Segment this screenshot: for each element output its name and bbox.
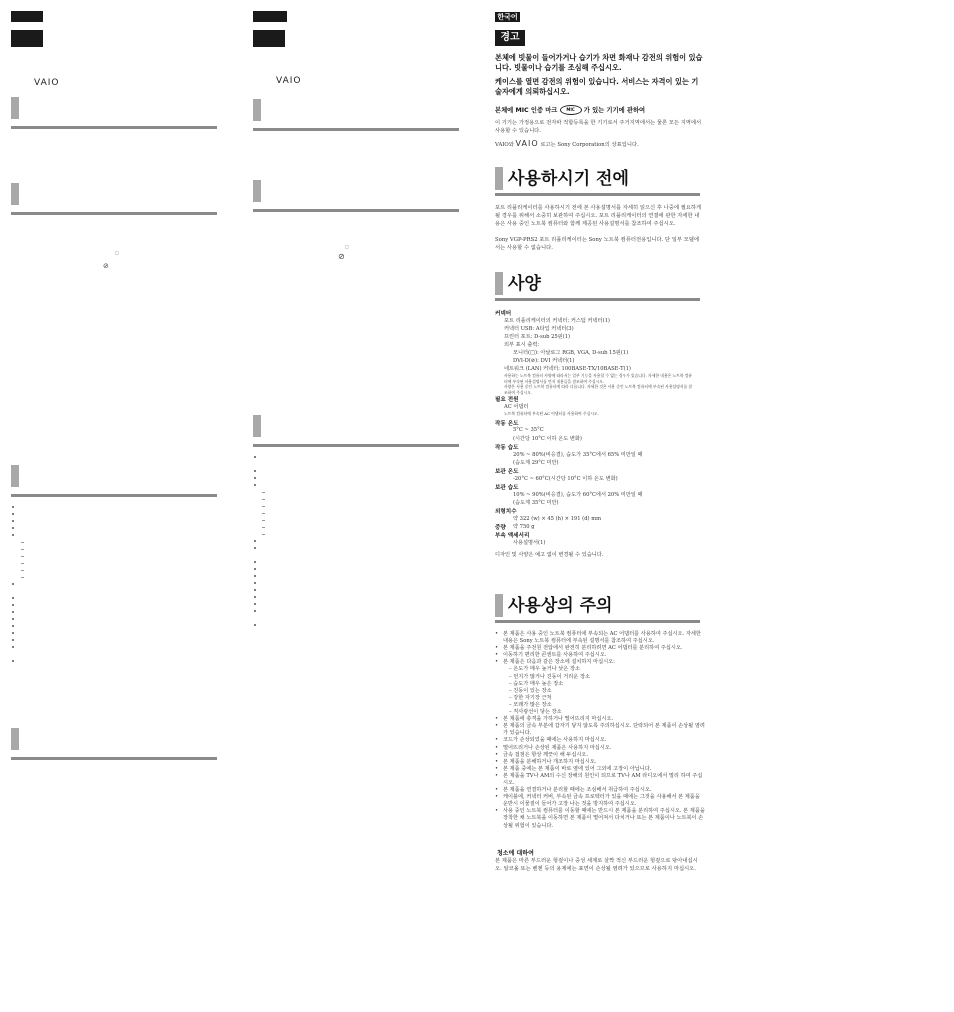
left-bullet-mark	[12, 534, 14, 536]
left-heading-bar-4	[11, 728, 19, 750]
middle-tab-large	[253, 30, 285, 47]
warning-text-1: 본체에 빗물이 들어가거나 습기가 차면 화재나 감전의 위험이 있습니다. 빗물이나 습기를 조심해 주십시오.	[495, 53, 703, 72]
spec-label-connector: 커넥터	[495, 311, 512, 317]
section-title: 사용상의 주의	[508, 596, 613, 616]
left-bullet-mark	[12, 639, 14, 641]
middle-heading-bar-1	[253, 99, 261, 121]
left-bullet-mark	[12, 632, 14, 634]
spec-st-hum-line: 10% ~ 90%(비응결), 습도가 60°C에서 20% 미만일 때	[513, 492, 643, 498]
spec-weight-value: 약 750 g	[513, 524, 535, 530]
before-use-body: 포트 리플리케이터를 사용하시기 전에 본 사용설명서를 자세히 읽으신 후 나중에 필요하게 될 경우를 위해서 소중히 보관하여 주십시오. 포트 리플리케이터의 연결에 관한 자세한 내용은 사용 중인 노트북 컴퓨터와 함께 제공된 사용설명서를 참조하여 주십시오.	[495, 205, 702, 227]
precaution-sub-item: – 먼지가 많거나 진동이 거리운 장소	[509, 673, 590, 680]
precaution-item: • 떨어뜨리거나 손상된 제품은 사용하지 마십시오.	[495, 745, 705, 752]
precaution-item: • 본 제품 중에는 본 제품이 바로 옆에 있어 그외에 고장이 아닙니다.	[495, 766, 705, 773]
left-heading-bar-2	[11, 183, 19, 205]
middle-bullet-mark	[254, 568, 256, 570]
middle-bullet-mark	[254, 477, 256, 479]
middle-heading-rule-3	[253, 444, 459, 447]
trademark-post: 로고는 Sony Corporation의 상표입니다.	[540, 142, 639, 148]
mic-heading	[495, 105, 645, 115]
precaution-item: • 본 제품을 연결하거나 분리할 때에는 조심해서 취급하여 주십시오.	[495, 787, 705, 794]
left-heading-rule-2	[11, 212, 217, 215]
left-bullet-mark	[12, 618, 14, 620]
precaution-item: • 본 제품은 사용 중인 노트북 컴퓨터에 부속되는 AC 어댑터를 사용하여 주십시오. 자세한 내용은 Sony 노트북 컴퓨터에 부속된 설명서를 참조하여 주십시오.	[495, 631, 705, 645]
left-dash-mark	[21, 570, 24, 571]
middle-dvi-mark: ⊘	[338, 252, 345, 261]
precaution-sub-item: – 강한 자기장 근처	[509, 694, 552, 701]
left-tab-small	[11, 11, 43, 22]
spec-power-note: 노트북 컴퓨터에 부속된 AC 어댑터를 사용하여 주십시오.	[504, 411, 599, 416]
spec-power-line: AC 어댑터	[504, 404, 529, 410]
cleaning-body: 본 제품은 마른 부드러운 헝겊이나 중성 세제로 살짝 적신 부드러운 헝겊으로 닦아내십시오. 알코올 또는 벤젠 등의 용제에는 표면이 손상될 염려가 있으므로 사용하지 마십시오.	[495, 858, 698, 872]
left-bullet-mark	[12, 625, 14, 627]
left-tab-large	[11, 30, 43, 47]
middle-dash-mark	[262, 492, 265, 493]
left-bullet-mark	[12, 597, 14, 599]
spec-label-power: 필요 전원	[495, 397, 519, 403]
spec-label-st-temp: 보관 온도	[495, 469, 519, 475]
precaution-sub-item: – 진동이 있는 장소	[509, 687, 552, 694]
spec-dim-line: 약 322 (w) × 45 (h) × 191 (d) mm	[513, 516, 602, 522]
spec-connector-line: 커넥터 USB: A타입 커넥터(3)	[504, 326, 574, 332]
middle-bullet-mark	[254, 540, 256, 542]
left-dash-mark	[21, 563, 24, 564]
spec-op-hum-line: 20% ~ 80%(비응결), 습도가 35°C에서 65% 미만일 때	[513, 452, 643, 458]
middle-bullet-mark	[254, 561, 256, 563]
precaution-item: • 본 제품에 충격을 가하거나 떨어뜨리지 마십시오.	[495, 716, 705, 723]
spec-connector-line: 프린터 포트: D-sub 25핀(1)	[504, 334, 571, 340]
left-heading-rule-1	[11, 126, 217, 129]
dvi-mark: ⊘	[103, 262, 109, 270]
spec-label-op-temp: 작동 온도	[495, 421, 519, 427]
left-bullet-mark	[12, 660, 14, 662]
middle-dash-mark	[262, 520, 265, 521]
monitor-mark: □	[115, 250, 119, 255]
warning-tag: 경고	[495, 30, 525, 46]
left-heading-bar-1	[11, 97, 19, 119]
spec-label-accessories: 부속 액세서리	[495, 533, 530, 539]
precautions-list	[495, 631, 705, 830]
precaution-item: • 금속 접점은 항상 깨끗이 해 두십시오.	[495, 752, 705, 759]
trademark-pre: VAIO와	[495, 142, 514, 148]
left-bullet-mark	[12, 604, 14, 606]
spec-st-temp-line: -20°C ~ 60°C(시간당 10°C 이하 온도 변화)	[513, 476, 618, 482]
middle-heading-rule-1	[253, 128, 459, 131]
trademark-vaio-logo: VAIO	[515, 139, 539, 148]
middle-dash-mark	[262, 527, 265, 528]
spec-connector-line: 포트 리플리케이터의 커넥터: 커스텀 커넥터(1)	[504, 318, 610, 324]
precaution-item: • 본 제품을 주전원 전압에서 완전히 분리하려면 AC 어댑터를 분리하여 주십시오.	[495, 645, 705, 652]
left-dash-mark	[21, 556, 24, 557]
left-bullet-mark	[12, 520, 14, 522]
middle-bullet-mark	[254, 456, 256, 458]
middle-monitor-mark: □	[345, 244, 349, 249]
spec-connector-line: DVI-D(⊘): DVI 커넥터(1)	[513, 358, 575, 364]
middle-bullet-mark	[254, 484, 256, 486]
section-precautions-heading	[495, 594, 700, 623]
cleaning-title: 청소에 대하여	[497, 850, 534, 857]
precaution-sub-item: – 모래가 많은 장소	[509, 701, 552, 708]
section-title: 사용하시기 전에	[508, 169, 629, 189]
left-bullet-mark	[12, 583, 14, 585]
spec-op-temp-line: 5°C ~ 35°C	[513, 427, 544, 433]
left-dash-mark	[21, 549, 24, 550]
spec-connector-note: 사양은 사용 중인 노트북 컴퓨터에 따라 다릅니다. 자세한 것은 사용 중인 노트북 컴퓨터에 부속된 사용설명서를 참조하여 주십시오.	[504, 384, 693, 395]
middle-dash-mark	[262, 499, 265, 500]
spec-label-st-hum: 보관 습도	[495, 485, 519, 491]
middle-heading-rule-2	[253, 209, 459, 212]
trademark-line	[495, 140, 702, 149]
left-bullet-mark	[12, 513, 14, 515]
vaio-logo: VAIO	[34, 78, 60, 88]
vaio-logo-middle: VAIO	[276, 76, 302, 86]
before-use-body-2: Sony VGP-PRS2 포트 리플리케이터는 Sony 노트북 컴퓨터전용입니다. 단 일부 모델에서는 사용할 수 없습니다.	[495, 237, 699, 251]
left-heading-rule-4	[11, 757, 217, 760]
middle-bullet-mark	[254, 470, 256, 472]
middle-dash-mark	[262, 513, 265, 514]
mic-mark-icon: MIC	[560, 105, 582, 115]
spec-op-temp-line: (시간당 10°C 이하 온도 변화)	[513, 436, 582, 442]
spec-footer: 디자인 및 사양은 예고 없이 변경될 수 있습니다.	[495, 552, 604, 558]
section-before-use-heading	[495, 167, 700, 196]
precaution-item: • 코드가 손상되었을 때에는 사용하지 마십시오.	[495, 737, 705, 744]
middle-bullet-mark	[254, 603, 256, 605]
section-title: 사양	[508, 274, 541, 294]
precaution-item: • 본 제품은 다음과 같은 장소에 설치하지 마십시오:	[495, 659, 705, 666]
middle-bullet-mark	[254, 582, 256, 584]
spec-connector-note: 사용하는 노트북 컴퓨터 사양에 따라서는 일부 기능을 사용할 수 없는 경우가 있습니다. 자세한 내용은 노트북 컴퓨터에 부속된 사용설명서를 먼저 내용들을 참조하여 주십시오.	[504, 373, 693, 384]
spec-connector-line: 네트워크 (LAN) 커넥터: 100BASE-TX/10BASE-T(1)	[504, 366, 631, 372]
spec-accessory-line: 사용설명서(1)	[513, 540, 546, 546]
left-bullet-mark	[12, 506, 14, 508]
spec-st-hum-line: (습도계 35°C 미만)	[513, 500, 559, 506]
heading-bar	[495, 167, 503, 190]
precaution-item: • 이동하기 편리한 콘센트를 사용하여 주십시오.	[495, 652, 705, 659]
middle-dash-mark	[262, 534, 265, 535]
precaution-sub-item: – 습도가 매우 높은 장소	[509, 680, 564, 687]
left-bullet-mark	[12, 527, 14, 529]
spec-op-hum-line: (습도계 29°C 미만)	[513, 460, 559, 466]
language-tag: 한국어	[495, 12, 520, 22]
spec-label-dim: 외형치수	[495, 509, 517, 515]
precaution-sub-item: – 온도가 매우 높거나 낮은 장소	[509, 666, 580, 673]
left-heading-rule-3	[11, 494, 217, 497]
left-dash-mark	[21, 577, 24, 578]
warning-text-2: 케이스를 열면 감전의 위험이 있습니다. 서비스는 자격이 있는 기술자에게 의뢰하십시오.	[495, 77, 699, 96]
left-heading-bar-3	[11, 465, 19, 487]
left-bullet-mark	[12, 611, 14, 613]
precaution-item: • 케이블에, 커넥터 커버, 부속된 금속 프로텍터가 있을 때에는 그것을 사용해서 본 제품을 운반시 이물질이 들어가 고장 나는 것을 방지하여 주십시오.	[495, 794, 705, 808]
precaution-item: • 본 제품을 TV나 AM의 수신 장해의 원인이 되므로 TV나 AM 라디오에서 멀리 하여 주십시오.	[495, 773, 705, 787]
middle-heading-bar-3	[253, 415, 261, 437]
middle-bullet-mark	[254, 589, 256, 591]
mic-heading-post: 가 있는 기기에 관하여	[583, 107, 646, 114]
middle-tab-small	[253, 11, 287, 22]
mic-heading-pre: 본체에 MIC 인증 마크	[495, 107, 558, 114]
middle-bullet-mark	[254, 596, 256, 598]
mic-body: 이 기기는 가정용으로 전자파 적합등록을 한 기기로서 주거지역에서는 물론 모든 지역에서 사용할 수 있습니다.	[495, 120, 702, 134]
precaution-item: • 본 제품을 분해하거나 개조하지 마십시오.	[495, 759, 705, 766]
middle-bullet-mark	[254, 575, 256, 577]
middle-bullet-mark	[254, 610, 256, 612]
precaution-item: • 사용 중인 노트북 컴퓨터를 이동할 때에는 반드시 본 제품을 분리하여 주십시오. 본 제품을 장착한 채 노트북을 이동하면 본 제품이 떨어져서 다치거나 또는 본 제품이나 노트북이 손상될 위험이 있습니다.	[495, 808, 705, 829]
spec-connector-line: 모니터(□): 아날로그 RGB, VGA, D-sub 15핀(1)	[513, 350, 629, 356]
left-bullet-mark	[12, 646, 14, 648]
precaution-item: • 본 제품의 금속 부분에 갑자기 닿지 않도록 주의하십시오. 단락되어 본 제품이 손상될 염려가 있습니다.	[495, 723, 705, 737]
middle-dash-mark	[262, 506, 265, 507]
spec-label-weight: 중량	[495, 525, 506, 531]
precaution-sub-item: – 직사광선이 닿는 장소	[509, 709, 562, 716]
heading-bar	[495, 594, 503, 617]
middle-bullet-mark	[254, 624, 256, 626]
spec-label-op-hum: 작동 습도	[495, 445, 519, 451]
left-dash-mark	[21, 542, 24, 543]
heading-bar	[495, 272, 503, 295]
middle-heading-bar-2	[253, 180, 261, 202]
section-specs-heading	[495, 272, 700, 301]
middle-bullet-mark	[254, 547, 256, 549]
spec-connector-line: 외부 표시 출력:	[504, 342, 540, 348]
